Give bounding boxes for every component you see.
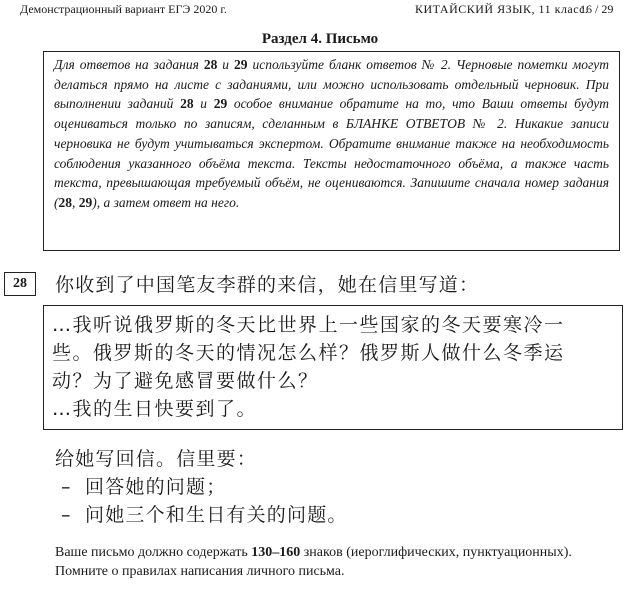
- instruction-text: и: [193, 96, 214, 112]
- page-number: 16 / 29: [580, 2, 614, 16]
- length-note: [55, 543, 625, 581]
- reply-item-text: 回答她的问题；: [85, 476, 227, 498]
- instruction-text: используйте бланк ответов № 2. Черновые пометки могут делаться прямо на листе с заданиями, или можно использовать отдельный черновик. При выполнении заданий: [54, 57, 609, 112]
- char-count: 130–160: [251, 545, 301, 560]
- section-title: Раздел 4. Письмо: [261, 31, 379, 47]
- instruction-text: особое внимание обратите на то, что Ваши ответы будут оцениваться только по записям, сделанным в БЛАНКЕ ОТВЕТОВ № 2. Никакие записи черновика не будут учитываться экспертом. Обратите внимание также на необходимость соблюдения указанного объёма текста. Тексты недостаточного объёма, а также часть текста, превышающая требуемый объём, не оцениваются. Запишите сначала номер задания (: [54, 96, 610, 210]
- letter-line: 动？为了避免感冒要做什么？: [52, 370, 319, 392]
- subject-title: КИТАЙСКИЙ ЯЗЫК, 11 класс.: [415, 2, 589, 16]
- exam-title: Демонстрационный вариант ЕГЭ 2020 г.: [20, 2, 227, 16]
- instruction-text: Для ответов на задания: [54, 57, 204, 72]
- reply-item: [55, 501, 625, 529]
- reply-item-text: 问她三个和生日有关的问题。: [85, 504, 348, 526]
- task-number-box: 28: [4, 272, 36, 296]
- letter-line: …我的生日快要到了。: [52, 398, 258, 420]
- task-ref: 28: [58, 194, 72, 210]
- task-ref: 28: [203, 57, 218, 72]
- instruction-box: [43, 51, 620, 251]
- task-ref: 29: [213, 96, 228, 112]
- reminder: Помните о правилах написания личного письма.: [55, 564, 345, 579]
- task-ref: 29: [234, 57, 248, 72]
- note-text: знаков (иероглифических, пунктуационных).: [300, 545, 572, 560]
- reply-item: [55, 473, 625, 501]
- note-text: Ваше письмо должно содержать: [55, 545, 252, 560]
- reply-instructions: [55, 445, 625, 529]
- instruction-text: ), а затем ответ на него.: [92, 194, 240, 210]
- task-ref: 28: [180, 96, 194, 112]
- dash-bullet: –: [61, 476, 72, 498]
- letter-line: 些。俄罗斯的冬天的情况怎么样？俄罗斯人做什么冬季运: [52, 342, 565, 364]
- task-ref: 29: [78, 194, 93, 210]
- page-header: [0, 0, 640, 22]
- dash-bullet: –: [61, 504, 72, 526]
- reply-prompt: 给她写回信。信里要：: [55, 448, 258, 470]
- length-requirement: [55, 543, 625, 562]
- letter-excerpt-box: [43, 305, 623, 430]
- instruction-text: ,: [72, 194, 79, 210]
- instruction-text: и: [217, 57, 234, 72]
- letter-line: …我听说俄罗斯的冬天比世界上一些国家的冬天要寒冷一: [52, 314, 565, 336]
- task-intro: 你收到了中国笔友李群的来信，她在信里写道：: [55, 274, 480, 296]
